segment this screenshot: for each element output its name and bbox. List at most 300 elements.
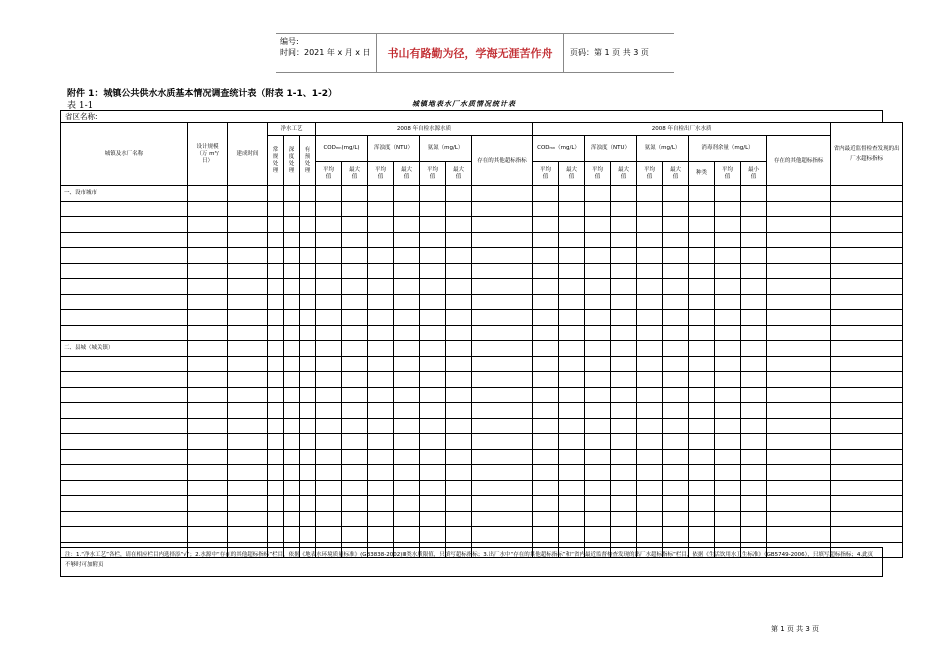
- table-cell: [268, 387, 284, 403]
- table-cell: [533, 279, 559, 295]
- table-cell: [394, 356, 420, 372]
- table-cell: [368, 279, 394, 295]
- table-cell: [637, 341, 663, 357]
- table-cell: [715, 496, 741, 512]
- statistics-table: [60, 122, 903, 558]
- table-cell: [831, 186, 903, 202]
- row-label-cell: [61, 480, 188, 496]
- table-cell: [188, 418, 228, 434]
- table-cell: [611, 496, 637, 512]
- table-cell: [228, 480, 268, 496]
- table-cell: [472, 279, 533, 295]
- table-cell: [420, 511, 446, 527]
- table-cell: [637, 372, 663, 388]
- table-cell: [533, 434, 559, 450]
- table-cell: [316, 217, 342, 233]
- table-cell: [767, 201, 831, 217]
- sub-avg: 平均 值: [316, 162, 342, 186]
- table-cell: [446, 449, 472, 465]
- table-cell: [559, 310, 585, 326]
- motto: 书山有路勤为径，学海无涯苦作舟: [376, 34, 564, 72]
- table-cell: [767, 294, 831, 310]
- row-label-cell: [61, 372, 188, 388]
- table-cell: [446, 434, 472, 450]
- table-cell: [188, 403, 228, 419]
- table-cell: [300, 232, 316, 248]
- table-cell: [228, 434, 268, 450]
- table-cell: [831, 372, 903, 388]
- table-cell: [585, 310, 611, 326]
- table-cell: [300, 480, 316, 496]
- table-cell: [689, 201, 715, 217]
- sub-avg: 平均 值: [420, 162, 446, 186]
- table-cell: [689, 341, 715, 357]
- table-cell: [472, 511, 533, 527]
- table-cell: [663, 279, 689, 295]
- table-cell: [663, 341, 689, 357]
- table-cell: [368, 201, 394, 217]
- table-cell: [715, 356, 741, 372]
- table-cell: [715, 387, 741, 403]
- col-ammonia: 氨氮（mg/L）: [420, 136, 472, 162]
- table-cell: [228, 465, 268, 481]
- table-cell: [767, 372, 831, 388]
- table-cell: [585, 294, 611, 310]
- table-cell: [342, 372, 368, 388]
- table-cell: [300, 201, 316, 217]
- table-cell: [767, 527, 831, 543]
- table-row: [61, 263, 903, 279]
- table-cell: [268, 356, 284, 372]
- table-cell: [284, 511, 300, 527]
- sub-max: 最大 值: [663, 162, 689, 186]
- table-cell: [611, 217, 637, 233]
- table-cell: [394, 263, 420, 279]
- table-cell: [559, 511, 585, 527]
- table-cell: [368, 310, 394, 326]
- section-row: [61, 186, 903, 202]
- table-cell: [689, 434, 715, 450]
- table-cell: [228, 325, 268, 341]
- table-cell: [342, 449, 368, 465]
- table-cell: [585, 418, 611, 434]
- table-cell: [637, 186, 663, 202]
- col-design-scale: 设计规模 （万 m³/ 日）: [188, 123, 228, 186]
- table-cell: [585, 232, 611, 248]
- table-cell: [316, 263, 342, 279]
- table-cell: [300, 527, 316, 543]
- table-cell: [268, 341, 284, 357]
- table-cell: [316, 527, 342, 543]
- row-label-cell: [61, 263, 188, 279]
- table-cell: [394, 201, 420, 217]
- table-cell: [316, 449, 342, 465]
- table-cell: [268, 511, 284, 527]
- table-cell: [637, 310, 663, 326]
- col-ammonia-out: 氨氮（mg/L）: [637, 136, 689, 162]
- table-cell: [741, 263, 767, 279]
- table-cell: [342, 217, 368, 233]
- table-cell: [284, 341, 300, 357]
- table-cell: [767, 480, 831, 496]
- table-cell: [767, 325, 831, 341]
- table-cell: [611, 449, 637, 465]
- table-cell: [228, 356, 268, 372]
- table-cell: [472, 387, 533, 403]
- row-label-cell: [61, 201, 188, 217]
- table-cell: [316, 248, 342, 264]
- col-process-advanced: 深 度 处 理: [284, 136, 300, 186]
- table-cell: [767, 511, 831, 527]
- table-cell: [420, 201, 446, 217]
- col-other-out: 存在的其他超标指标: [767, 136, 831, 186]
- table-cell: [368, 341, 394, 357]
- table-cell: [741, 325, 767, 341]
- table-cell: [741, 372, 767, 388]
- table-cell: [611, 511, 637, 527]
- table-cell: [316, 480, 342, 496]
- table-cell: [472, 372, 533, 388]
- col-process-pre: 有 预 处 理: [300, 136, 316, 186]
- table-row: [61, 279, 903, 295]
- table-cell: [689, 217, 715, 233]
- table-cell: [228, 279, 268, 295]
- table-cell: [831, 232, 903, 248]
- row-label-cell: 二、县城（城关镇）: [61, 341, 188, 357]
- table-cell: [472, 325, 533, 341]
- table-cell: [611, 294, 637, 310]
- table-cell: [300, 279, 316, 295]
- table-cell: [767, 279, 831, 295]
- table-cell: [767, 465, 831, 481]
- table-cell: [831, 310, 903, 326]
- table-cell: [284, 418, 300, 434]
- table-cell: [316, 294, 342, 310]
- table-cell: [188, 263, 228, 279]
- table-cell: [446, 263, 472, 279]
- table-cell: [741, 294, 767, 310]
- table-cell: [637, 232, 663, 248]
- table-cell: [284, 217, 300, 233]
- table-cell: [316, 310, 342, 326]
- table-cell: [472, 310, 533, 326]
- table-cell: [637, 418, 663, 434]
- table-cell: [741, 434, 767, 450]
- table-cell: [300, 434, 316, 450]
- table-cell: [268, 496, 284, 512]
- table-cell: [637, 356, 663, 372]
- table-cell: [284, 263, 300, 279]
- table-cell: [268, 232, 284, 248]
- table-cell: [559, 248, 585, 264]
- table-cell: [559, 387, 585, 403]
- table-cell: [316, 186, 342, 202]
- table-cell: [715, 232, 741, 248]
- table-cell: [663, 403, 689, 419]
- table-cell: [342, 356, 368, 372]
- table-cell: [767, 232, 831, 248]
- table-cell: [446, 418, 472, 434]
- table-subtitle: 城镇地表水厂水质情况统计表: [412, 100, 516, 108]
- table-cell: [611, 527, 637, 543]
- table-cell: [689, 325, 715, 341]
- table-row: [61, 465, 903, 481]
- row-label-cell: [61, 310, 188, 326]
- table-cell: [284, 449, 300, 465]
- table-cell: [741, 465, 767, 481]
- table-cell: [533, 527, 559, 543]
- table-cell: [637, 465, 663, 481]
- row-label-cell: [61, 511, 188, 527]
- table-cell: [472, 403, 533, 419]
- table-cell: [420, 217, 446, 233]
- table-row: [61, 496, 903, 512]
- table-cell: [741, 449, 767, 465]
- table-cell: [284, 527, 300, 543]
- table-cell: [394, 511, 420, 527]
- table-cell: [420, 387, 446, 403]
- table-cell: [472, 201, 533, 217]
- header-left: [280, 36, 371, 58]
- table-cell: [188, 201, 228, 217]
- table-cell: [284, 480, 300, 496]
- table-cell: [300, 310, 316, 326]
- table-cell: [831, 217, 903, 233]
- table-cell: [284, 310, 300, 326]
- table-cell: [368, 248, 394, 264]
- table-row: [61, 527, 903, 543]
- row-label-cell: [61, 279, 188, 295]
- table-cell: [585, 263, 611, 279]
- table-cell: [715, 465, 741, 481]
- table-cell: [767, 449, 831, 465]
- table-cell: [559, 186, 585, 202]
- table-cell: [715, 294, 741, 310]
- sub-avg: 平均 值: [715, 162, 741, 186]
- table-cell: [300, 449, 316, 465]
- table-row: [61, 232, 903, 248]
- table-cell: [446, 496, 472, 512]
- table-cell: [741, 356, 767, 372]
- table-cell: [446, 511, 472, 527]
- table-cell: [611, 403, 637, 419]
- table-cell: [368, 387, 394, 403]
- table-cell: [533, 496, 559, 512]
- table-cell: [268, 372, 284, 388]
- table-cell: [420, 325, 446, 341]
- table-cell: [300, 511, 316, 527]
- table-cell: [585, 449, 611, 465]
- table-cell: [559, 217, 585, 233]
- table-cell: [767, 434, 831, 450]
- table-cell: [831, 248, 903, 264]
- table-cell: [585, 387, 611, 403]
- sub-max: 最大 值: [559, 162, 585, 186]
- table-cell: [420, 527, 446, 543]
- table-cell: [394, 496, 420, 512]
- table-cell: [533, 465, 559, 481]
- table-cell: [689, 403, 715, 419]
- table-cell: [741, 480, 767, 496]
- table-cell: [689, 310, 715, 326]
- table-cell: [533, 449, 559, 465]
- table-cell: [368, 294, 394, 310]
- col-other-src: 存在的其他超标指标: [472, 136, 533, 186]
- table-cell: [268, 480, 284, 496]
- table-cell: [741, 496, 767, 512]
- table-cell: [228, 341, 268, 357]
- table-cell: [637, 279, 663, 295]
- table-cell: [741, 511, 767, 527]
- table-cell: [188, 480, 228, 496]
- table-cell: [637, 403, 663, 419]
- row-label-cell: 一、设市城市: [61, 186, 188, 202]
- table-cell: [559, 527, 585, 543]
- table-cell: [316, 279, 342, 295]
- province-label: 省区名称:: [65, 112, 98, 121]
- table-cell: [611, 465, 637, 481]
- table-label: 表 1-1: [67, 101, 94, 111]
- table-cell: [472, 248, 533, 264]
- table-cell: [831, 403, 903, 419]
- table-cell: [228, 201, 268, 217]
- table-cell: [831, 263, 903, 279]
- table-cell: [188, 527, 228, 543]
- table-cell: [268, 449, 284, 465]
- table-cell: [831, 465, 903, 481]
- table-note: 注：1.“净水工艺”各栏，请在相应栏目内选择添“√”；2.水源中“存在的其他超标指标”栏目，依据《地表水环境质量标准》(GB3838-2002)Ⅲ类水质限值，只填写超标指标；3.出厂水中“存在的其他超标指标”和“省内最近监督检查发现的出厂水超标指标”栏目，依据《生活饮用水卫生标准》（GB5749-2006），只填写超标指标；4.此页不够时可加附页: [60, 547, 883, 577]
- table-cell: [663, 248, 689, 264]
- table-cell: [472, 434, 533, 450]
- table-cell: [420, 356, 446, 372]
- table-cell: [689, 418, 715, 434]
- table-cell: [533, 294, 559, 310]
- table-cell: [342, 496, 368, 512]
- table-cell: [446, 387, 472, 403]
- table-cell: [368, 217, 394, 233]
- col-outlet-quality: 2008 年自检出厂水水质: [533, 123, 831, 136]
- table-cell: [741, 248, 767, 264]
- table-cell: [420, 279, 446, 295]
- table-cell: [741, 279, 767, 295]
- table-cell: [316, 465, 342, 481]
- table-cell: [663, 263, 689, 279]
- col-turbidity-out: 浑浊度（NTU）: [585, 136, 637, 162]
- table-cell: [394, 527, 420, 543]
- table-cell: [559, 372, 585, 388]
- table-cell: [715, 434, 741, 450]
- table-cell: [663, 480, 689, 496]
- table-cell: [368, 434, 394, 450]
- table-cell: [268, 465, 284, 481]
- table-cell: [533, 480, 559, 496]
- table-cell: [368, 403, 394, 419]
- table-cell: [368, 496, 394, 512]
- table-row: [61, 511, 903, 527]
- table-cell: [342, 279, 368, 295]
- table-cell: [394, 403, 420, 419]
- table-cell: [715, 511, 741, 527]
- table-cell: [268, 434, 284, 450]
- table-cell: [188, 465, 228, 481]
- table-cell: [611, 186, 637, 202]
- table-cell: [284, 294, 300, 310]
- table-cell: [831, 279, 903, 295]
- table-cell: [316, 403, 342, 419]
- table-cell: [689, 356, 715, 372]
- table-cell: [342, 341, 368, 357]
- page-footer: 第 1 页 共 3 页: [771, 625, 820, 633]
- table-cell: [585, 248, 611, 264]
- table-cell: [342, 325, 368, 341]
- row-label-cell: [61, 449, 188, 465]
- table-cell: [689, 511, 715, 527]
- table-cell: [533, 418, 559, 434]
- table-cell: [188, 294, 228, 310]
- table-cell: [741, 527, 767, 543]
- table-cell: [637, 263, 663, 279]
- table-cell: [228, 310, 268, 326]
- table-cell: [472, 341, 533, 357]
- table-cell: [715, 372, 741, 388]
- table-row: [61, 248, 903, 264]
- table-cell: [689, 387, 715, 403]
- table-cell: [394, 232, 420, 248]
- table-cell: [611, 201, 637, 217]
- table-cell: [420, 496, 446, 512]
- table-cell: [446, 403, 472, 419]
- table-row: [61, 201, 903, 217]
- table-cell: [188, 325, 228, 341]
- table-cell: [268, 527, 284, 543]
- col-process: 净水工艺: [268, 123, 316, 136]
- table-cell: [394, 294, 420, 310]
- table-cell: [420, 294, 446, 310]
- table-cell: [663, 356, 689, 372]
- table-cell: [188, 387, 228, 403]
- table-cell: [268, 310, 284, 326]
- table-cell: [472, 186, 533, 202]
- row-label-cell: [61, 356, 188, 372]
- sub-avg: 平均 值: [533, 162, 559, 186]
- table-cell: [611, 325, 637, 341]
- table-cell: [446, 325, 472, 341]
- table-cell: [188, 310, 228, 326]
- table-cell: [559, 279, 585, 295]
- table-cell: [394, 217, 420, 233]
- table-cell: [188, 356, 228, 372]
- table-cell: [228, 263, 268, 279]
- table-cell: [767, 217, 831, 233]
- table-cell: [767, 387, 831, 403]
- table-cell: [715, 248, 741, 264]
- table-cell: [394, 434, 420, 450]
- table-cell: [637, 527, 663, 543]
- table-cell: [188, 372, 228, 388]
- table-cell: [559, 496, 585, 512]
- table-cell: [663, 325, 689, 341]
- table-cell: [472, 527, 533, 543]
- table-cell: [368, 356, 394, 372]
- table-cell: [268, 201, 284, 217]
- row-label-cell: [61, 434, 188, 450]
- table-cell: [559, 341, 585, 357]
- table-cell: [715, 449, 741, 465]
- table-cell: [394, 248, 420, 264]
- table-row: [61, 403, 903, 419]
- table-cell: [446, 248, 472, 264]
- table-cell: [228, 403, 268, 419]
